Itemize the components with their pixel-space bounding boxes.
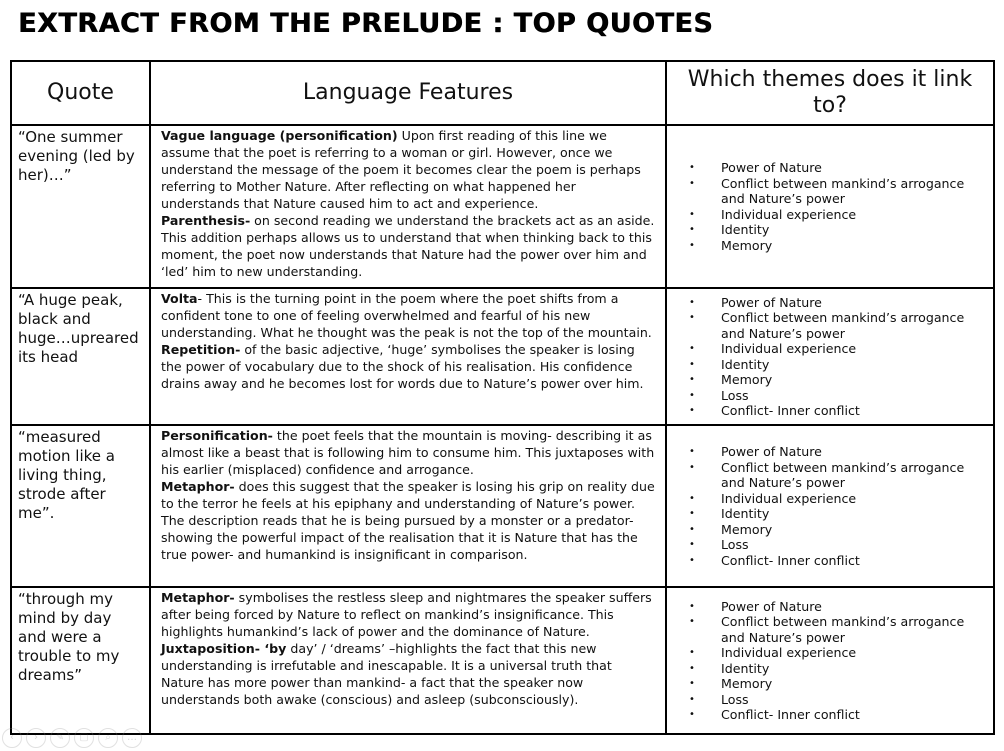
theme-item: • Conflict- Inner conflict: [689, 553, 987, 569]
language-features-cell: [150, 288, 666, 425]
theme-item: • Loss: [689, 692, 987, 708]
theme-item: • Memory: [689, 676, 987, 692]
table-row: [11, 587, 994, 734]
theme-item: • Memory: [689, 238, 987, 254]
feature-explanation: day’ / ‘dreams’ –highlights the fact that this new understanding is irrefutable and inescapable. It is a universal truth that Nature has more power than mankind- a fact that the speaker now understands both awake (conscious) and asleep (subconsciously).: [161, 641, 612, 707]
more-icon[interactable]: …: [122, 728, 142, 748]
feature-paragraph: [161, 290, 657, 341]
theme-item: • Power of Nature: [689, 295, 987, 311]
feature-explanation: on second reading we understand the brackets act as an aside. This addition perhaps allows us to understand that when thinking back to this moment, the poet now understands that Nature had the power over him and ‘led’ him to new understanding.: [161, 213, 655, 279]
feature-term: Parenthesis-: [161, 213, 251, 228]
theme-item: • Identity: [689, 506, 987, 522]
feature-paragraph: [161, 589, 657, 640]
table-row: [11, 288, 994, 425]
language-features-cell: [150, 587, 666, 734]
feature-paragraph: [161, 212, 657, 280]
themes-cell: [666, 125, 994, 288]
feature-explanation: Upon first reading of this line we assume that the poet is referring to a woman or girl. However, once we understand the message of the poem it becomes clear the poem is perhaps referring to Mother Nature. After reflecting on what happened her understands that Nature caused him to act and experience.: [161, 128, 641, 211]
header-themes: Which themes does it link to?: [666, 61, 994, 125]
theme-item: • Identity: [689, 357, 987, 373]
previous-icon[interactable]: ‹: [2, 728, 22, 748]
themes-cell: [666, 425, 994, 587]
quote-cell: “through my mind by day and were a trouble to my dreams”: [11, 587, 150, 734]
quote-cell: “measured motion like a living thing, strode after me”.: [11, 425, 150, 587]
feature-term: Metaphor-: [161, 590, 235, 605]
feature-term: Volta: [161, 291, 198, 306]
feature-explanation: the poet feels that the mountain is moving- describing it as almost like a beast that is following him to consume him. This juxtaposes with his earlier (misplaced) confidence and arrogance.: [161, 428, 655, 477]
theme-item: • Loss: [689, 537, 987, 553]
themes-list: [689, 295, 987, 419]
theme-item: • Identity: [689, 222, 987, 238]
feature-explanation: - This is the turning point in the poem where the poet shifts from a confident tone to one of feeling overwhelmed and fearful of his new understanding. What he thought was the peak is not the top of the mountain.: [161, 291, 652, 340]
themes-list: [689, 160, 987, 253]
quote-cell: “A huge peak, black and huge…upreared its head: [11, 288, 150, 425]
theme-item: • Conflict between mankind’s arrogance and Nature’s power: [689, 614, 987, 645]
theme-item: • Individual experience: [689, 645, 987, 661]
theme-item: • Power of Nature: [689, 444, 987, 460]
page-title: EXTRACT FROM THE PRELUDE : TOP QUOTES: [18, 8, 714, 39]
feature-term: Vague language (personification): [161, 128, 398, 143]
feature-paragraph: [161, 478, 657, 563]
language-features-cell: [150, 125, 666, 288]
theme-item: • Memory: [689, 522, 987, 538]
theme-item: • Power of Nature: [689, 160, 987, 176]
theme-item: • Individual experience: [689, 341, 987, 357]
header-language-features: Language Features: [150, 61, 666, 125]
theme-item: • Power of Nature: [689, 599, 987, 615]
feature-term: Metaphor-: [161, 479, 235, 494]
table-row: [11, 125, 994, 288]
theme-item: • Memory: [689, 372, 987, 388]
language-features-cell: [150, 425, 666, 587]
zoom-icon[interactable]: ⌕: [98, 728, 118, 748]
feature-explanation: of the basic adjective, ‘huge’ symbolises the speaker is losing the power of vocabulary due to the shock of his realisation. His confidence drains away and he becomes lost for words due to Nature’s power over him.: [161, 342, 644, 391]
feature-paragraph: [161, 341, 657, 392]
next-icon[interactable]: ›: [26, 728, 46, 748]
feature-paragraph: [161, 427, 657, 478]
feature-term: Personification-: [161, 428, 273, 443]
feature-explanation: does this suggest that the speaker is losing his grip on reality due to the terror he feels at his epiphany and understanding of Nature’s power. The description reads that he is being pursued by a monster or a predator- showing the powerful impact of the realisation that it is Nature that has the true power- and humankind is insignificant in comparison.: [161, 479, 655, 562]
table-header-row: [11, 61, 994, 125]
slides-icon[interactable]: ▢: [74, 728, 94, 748]
theme-item: • Individual experience: [689, 207, 987, 223]
themes-list: [689, 599, 987, 723]
feature-paragraph: [161, 640, 657, 708]
theme-item: • Conflict between mankind’s arrogance and Nature’s power: [689, 310, 987, 341]
quotes-table: [10, 60, 995, 735]
feature-term: Juxtaposition- ‘by: [161, 641, 287, 656]
slide-toolbar[interactable]: [2, 728, 142, 748]
theme-item: • Conflict- Inner conflict: [689, 707, 987, 723]
theme-item: • Conflict between mankind’s arrogance and Nature’s power: [689, 176, 987, 207]
theme-item: • Identity: [689, 661, 987, 677]
pen-icon[interactable]: ✎: [50, 728, 70, 748]
theme-item: • Conflict between mankind’s arrogance and Nature’s power: [689, 460, 987, 491]
feature-explanation: symbolises the restless sleep and nightmares the speaker suffers after being forced by Nature to reflect on mankind’s insignificance. This highlights humankind’s lack of power and the dominance of Nature.: [161, 590, 652, 639]
table-row: [11, 425, 994, 587]
theme-item: • Individual experience: [689, 491, 987, 507]
themes-cell: [666, 288, 994, 425]
header-quote: Quote: [11, 61, 150, 125]
theme-item: • Conflict- Inner conflict: [689, 403, 987, 419]
themes-list: [689, 444, 987, 568]
themes-cell: [666, 587, 994, 734]
feature-term: Repetition-: [161, 342, 241, 357]
theme-item: • Loss: [689, 388, 987, 404]
feature-paragraph: [161, 127, 657, 212]
quote-cell: “One summer evening (led by her)…”: [11, 125, 150, 288]
